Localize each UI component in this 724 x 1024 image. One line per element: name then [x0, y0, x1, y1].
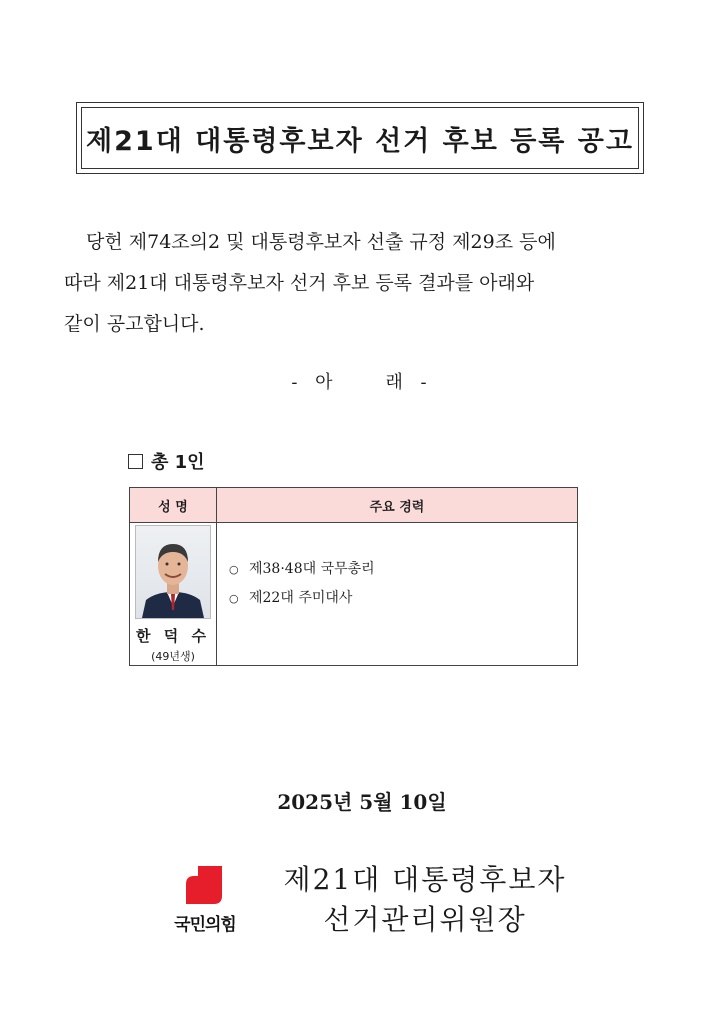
candidate-photo — [135, 525, 211, 619]
signature-line-1: 제21대 대통령후보자 — [283, 863, 567, 896]
body-line-2: 따라 제21대 대통령후보자 선거 후보 등록 결과를 아래와 — [64, 272, 535, 294]
announcement-date: 2025년 5월 10일 — [277, 790, 447, 814]
candidate-birth-year: (49년생) — [151, 649, 195, 663]
portrait-icon — [136, 526, 210, 618]
party-logo — [160, 866, 250, 936]
circle-bullet-icon: ○ — [229, 563, 239, 576]
career-text: 제38·48대 국무총리 — [249, 561, 375, 577]
signature-line-2: 선거관리위원장 — [323, 903, 527, 936]
section-divider-label: - 아 래 - — [291, 372, 433, 393]
career-text: 제22대 주미대사 — [249, 590, 353, 606]
candidate-table — [129, 487, 578, 666]
party-logo-mark-icon — [186, 866, 222, 904]
table-header-row — [130, 488, 578, 523]
body-line-1: 당헌 제74조의2 및 대통령후보자 선출 규정 제29조 등에 — [86, 231, 556, 253]
candidate-career-cell — [217, 523, 578, 666]
header-career: 주요 경력 — [217, 488, 578, 523]
body-line-3: 같이 공고합니다. — [64, 313, 205, 335]
party-logo-text: 국민의힘 — [174, 915, 236, 935]
announcement-body — [64, 222, 664, 345]
candidate-name: 한 덕 수 — [136, 626, 210, 645]
career-list — [217, 555, 577, 613]
checkbox-square-icon — [128, 454, 143, 469]
candidate-name-cell — [130, 523, 217, 666]
signature-block — [270, 860, 580, 940]
candidate-count-text: 총 1인 — [151, 452, 205, 473]
list-item — [229, 584, 577, 613]
candidate-count — [128, 448, 205, 474]
title-box — [76, 102, 644, 174]
page-title: 제21대 대통령후보자 선거 후보 등록 공고 — [81, 107, 639, 169]
circle-bullet-icon: ○ — [229, 592, 239, 605]
table-row — [130, 523, 578, 666]
header-name: 성 명 — [130, 488, 217, 523]
list-item — [229, 555, 577, 584]
